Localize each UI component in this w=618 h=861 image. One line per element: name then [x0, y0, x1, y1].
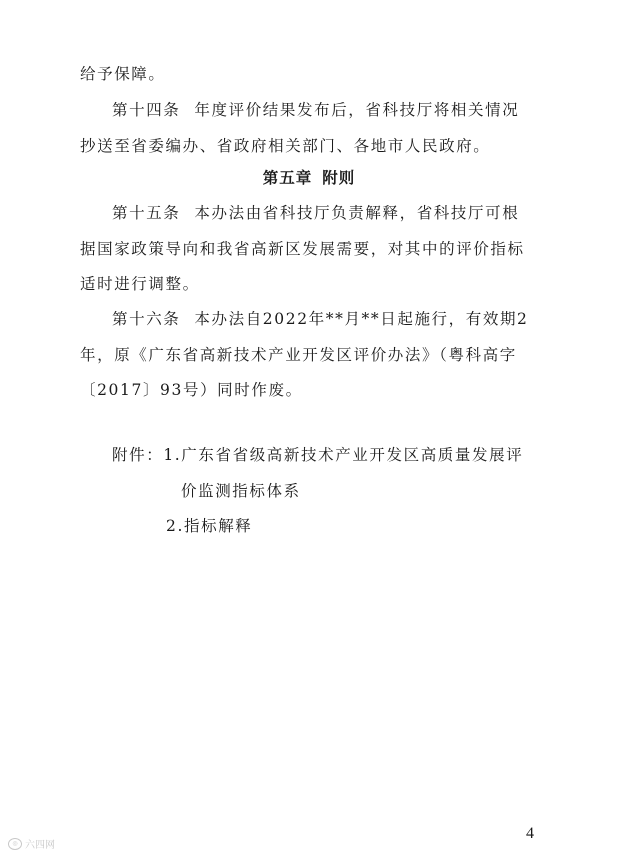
- chapter-title: 第五章: [262, 169, 313, 187]
- text-line: 抄送至省委编办、省政府相关部门、各地市人民政府。: [80, 137, 491, 155]
- article-label: 第十五条: [112, 204, 181, 222]
- text-line: 年，原《广东省高新技术产业开发区评价办法》（粤科高字: [80, 346, 517, 364]
- article-text: 本办法由省科技厅负责解释，省科技厅可根: [194, 204, 520, 222]
- article-15-line: [112, 201, 538, 225]
- text-line: 适时进行调整。: [80, 275, 200, 293]
- article-label: 第十六条: [112, 310, 181, 328]
- article-text: 年度评价结果发布后，省科技厅将相关情况: [194, 101, 520, 119]
- watermark: [8, 836, 55, 851]
- text-line: 〔2017〕93号）同时作废。: [80, 381, 303, 399]
- chapter-heading: [0, 166, 618, 190]
- text-line: 据国家政策导向和我省高新区发展需要，对其中的评价指标: [80, 240, 525, 258]
- article-label: 第十四条: [112, 101, 181, 119]
- watermark-logo-icon: ◎: [8, 838, 22, 850]
- attachment-item-2: 2.指标解释: [166, 517, 253, 535]
- attachment-line-1: [112, 443, 548, 467]
- attachment-item-1: 1.广东省省级高新技术产业开发区高质量发展评: [163, 446, 524, 464]
- page-number: 4: [526, 825, 534, 842]
- attachment-label: 附件：: [112, 446, 164, 464]
- article-text: 本办法自2022年**月**日起施行，有效期2: [194, 310, 529, 328]
- article-16-line: [112, 307, 538, 331]
- text-line: 给予保障。: [80, 65, 166, 83]
- chapter-subtitle: 附则: [322, 169, 356, 187]
- watermark-text: 六四网: [25, 840, 55, 851]
- article-14-line: [112, 98, 538, 122]
- attachment-line-2: 价监测指标体系: [181, 482, 301, 500]
